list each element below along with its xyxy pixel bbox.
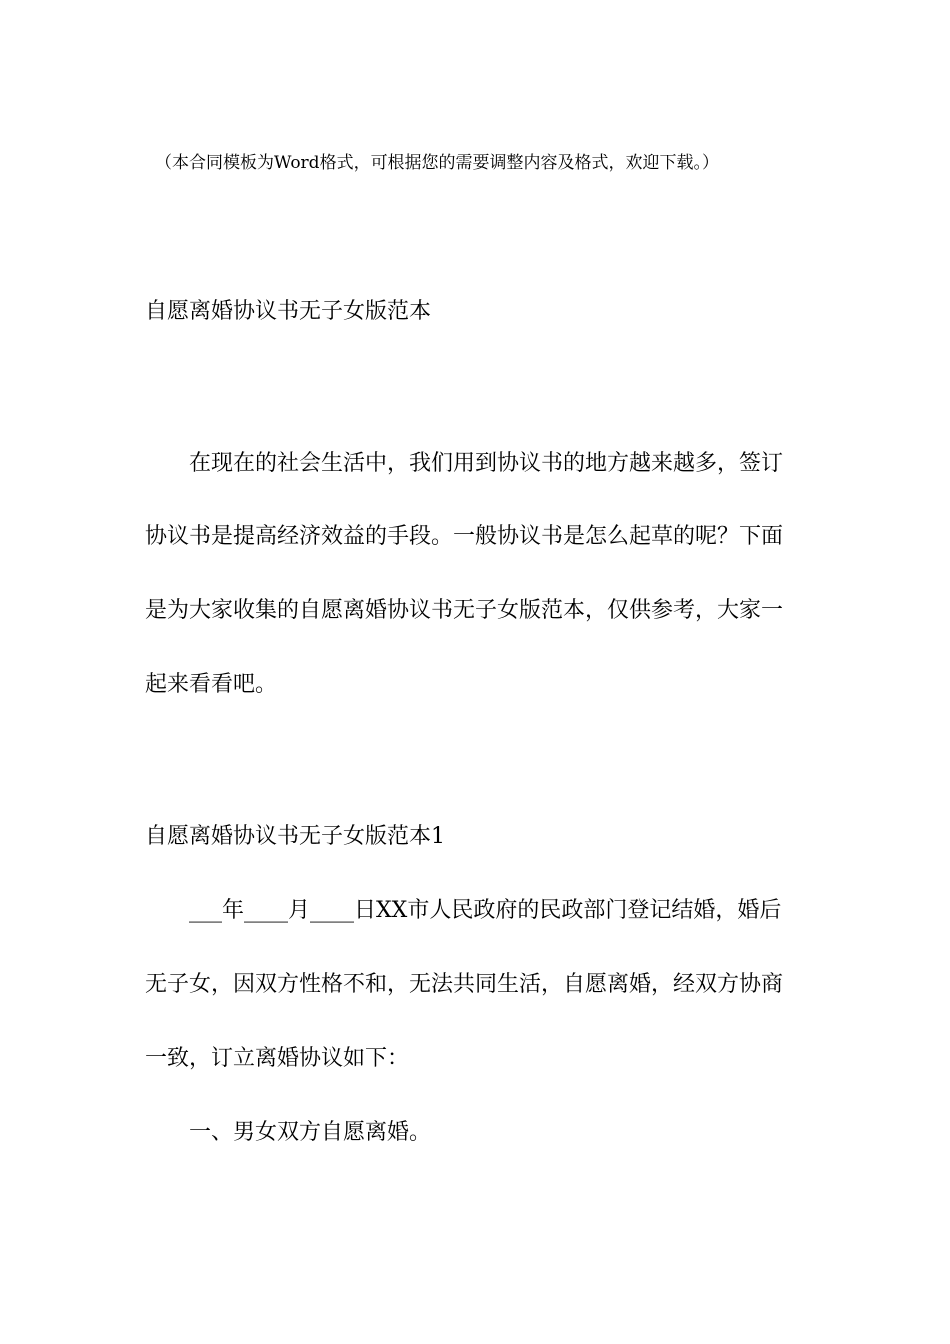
section-title: 自愿离婚协议书无子女版范本1 [145,824,445,849]
intro-line-4: 起来看看吧。 [145,672,278,697]
template-note: （本合同模板为Word格式，可根据您的需要调整内容及格式，欢迎下载。） [155,153,720,173]
body-line-2: 无子女，因双方性格不和，无法共同生活，自愿离婚，经双方协商 [145,972,784,997]
intro-line-2: 协议书是提高经济效益的手段。一般协议书是怎么起草的呢？下面 [145,524,784,549]
clause-1: 一、男女双方自愿离婚。 [189,1120,432,1145]
intro-line-1: 在现在的社会生活中，我们用到协议书的地方越来越多，签订 [189,451,784,476]
intro-line-3: 是为大家收集的自愿离婚协议书无子女版范本，仅供参考，大家一 [145,598,784,623]
body-line-1: ___年____月____日XX市人民政府的民政部门登记结婚，婚后 [189,898,782,923]
document-title: 自愿离婚协议书无子女版范本 [145,299,432,324]
body-line-3: 一致，订立离婚协议如下： [145,1046,410,1071]
